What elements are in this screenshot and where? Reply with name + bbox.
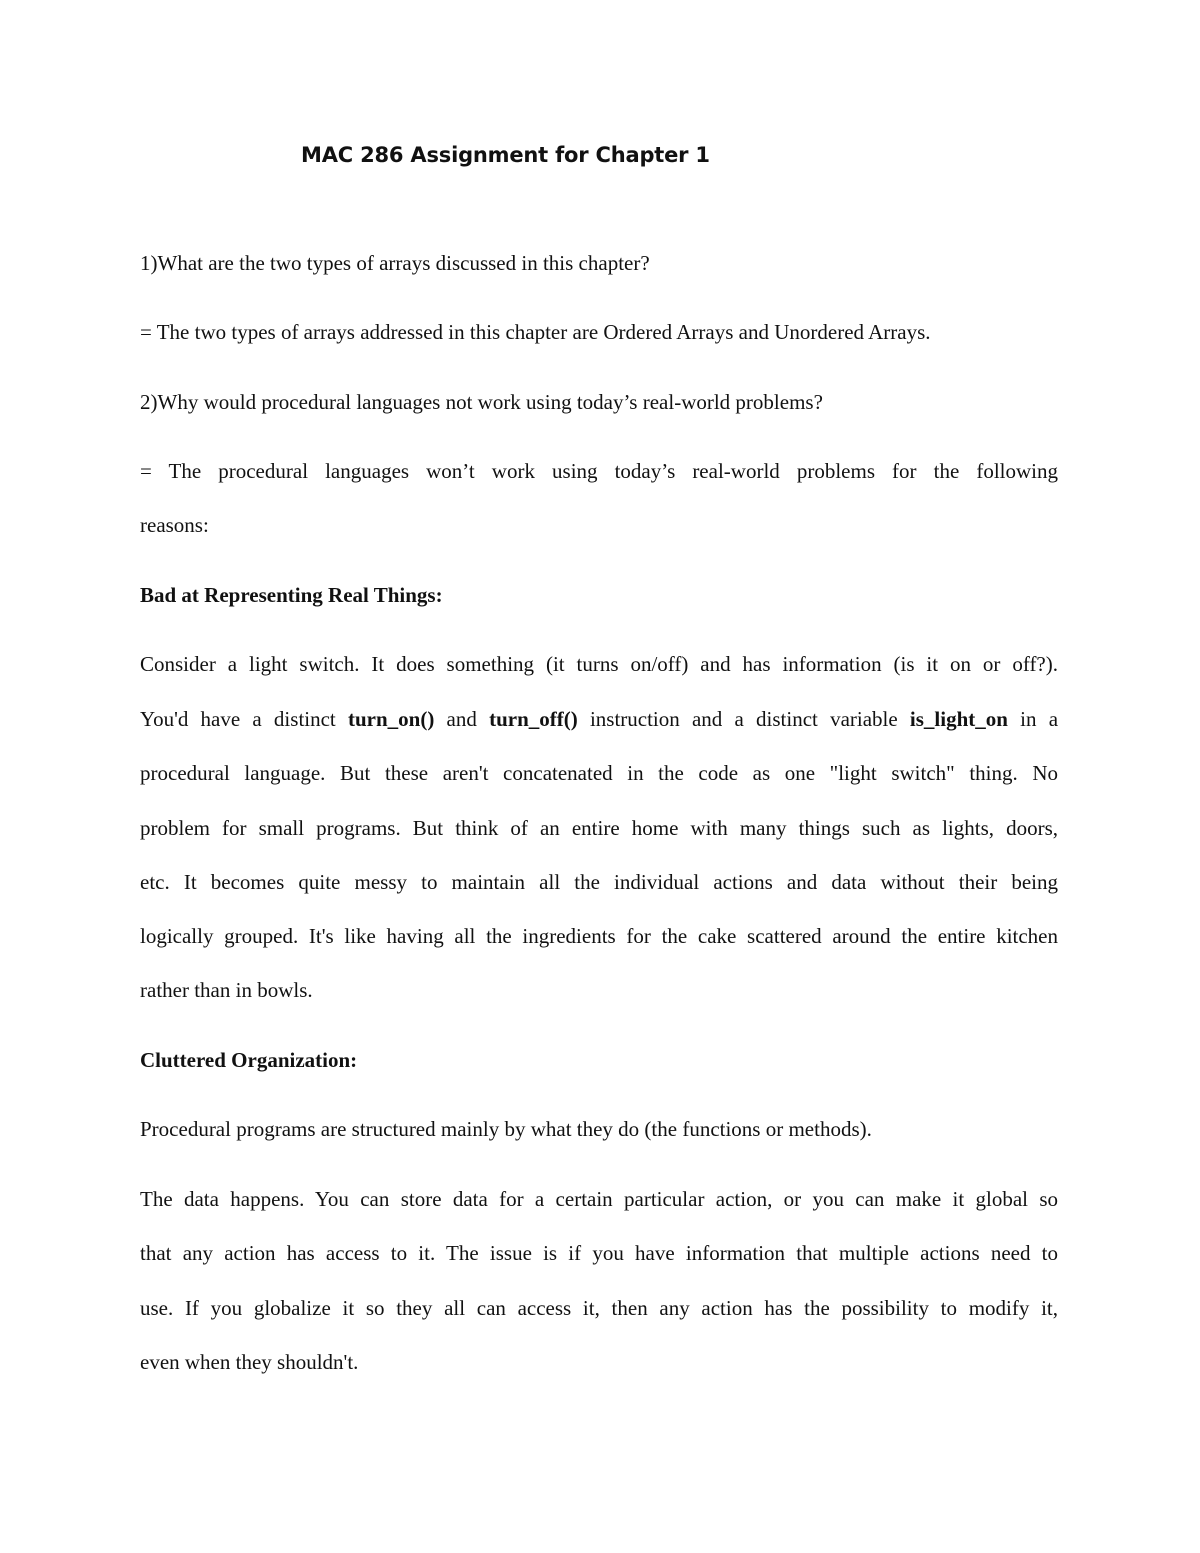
text-fragment: and <box>434 707 490 731</box>
paragraph-line: etc. It becomes quite messy to maintain all the individual actions and data without their being <box>140 870 1058 894</box>
paragraph-line: even when they shouldn't. <box>140 1350 359 1374</box>
answer-1: = The two types of arrays addressed in this chapter are Ordered Arrays and Unordered Arrays. <box>140 320 931 344</box>
paragraph-line: Consider a light switch. It does something (it turns on/off) and has information (is it on or off?). <box>140 652 1058 676</box>
text-fragment: in a <box>1007 707 1059 731</box>
paragraph-line: logically grouped. It's like having all the ingredients for the cake scattered around the entire kitchen <box>140 924 1058 948</box>
code-turn-off: turn_off() <box>489 707 578 731</box>
page-title: MAC 286 Assignment for Chapter 1 <box>301 143 710 167</box>
text-fragment: instruction and a distinct variable <box>577 707 910 731</box>
paragraph-line: problem for small programs. But think of an entire home with many things such as lights, doors, <box>140 816 1058 840</box>
paragraph-line: rather than in bowls. <box>140 978 313 1002</box>
text-fragment: You'd have a distinct <box>140 707 348 731</box>
paragraph-line: The data happens. You can store data for a certain particular action, or you can make it global so <box>140 1187 1058 1211</box>
paragraph-line: use. If you globalize it so they all can access it, then any action has the possibility to modify it, <box>140 1296 1058 1320</box>
code-turn-on: turn_on() <box>347 707 435 731</box>
section-heading-cluttered-organization: Cluttered Organization: <box>140 1048 358 1072</box>
question-1: 1)What are the two types of arrays discussed in this chapter? <box>140 251 650 275</box>
paragraph-line-with-code <box>140 706 1058 732</box>
paragraph-line: procedural language. But these aren't concatenated in the code as one "light switch" thing. No <box>140 761 1058 785</box>
paragraph-line: Procedural programs are structured mainly by what they do (the functions or methods). <box>140 1117 872 1141</box>
code-is-light-on: is_light_on <box>909 707 1008 731</box>
section-heading-bad-at-representing: Bad at Representing Real Things: <box>140 583 443 607</box>
question-2: 2)Why would procedural languages not work using today’s real-world problems? <box>140 390 823 414</box>
answer-2-line-1: = The procedural languages won’t work using today’s real-world problems for the following <box>140 459 1058 483</box>
answer-2-line-2: reasons: <box>140 513 209 537</box>
paragraph-line: that any action has access to it. The issue is if you have information that multiple actions need to <box>140 1241 1058 1265</box>
